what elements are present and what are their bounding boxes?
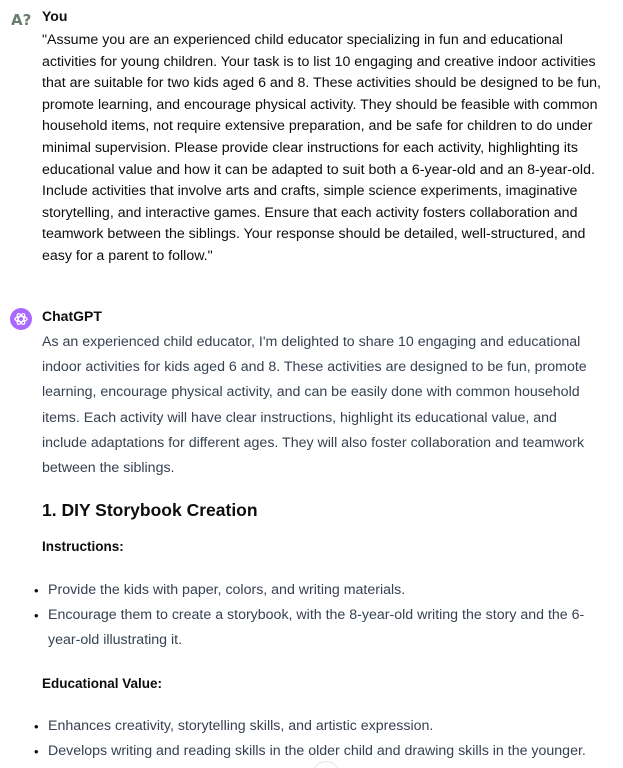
list-item: • Provide the kids with paper, colors, and writing materials.: [42, 578, 602, 603]
educational-value-label: Educational Value:: [42, 676, 163, 691]
instructions-label: Instructions:: [42, 539, 124, 554]
user-author-name: You: [42, 8, 68, 24]
svg-text:A?: A?: [11, 11, 32, 29]
assistant-author-name: ChatGPT: [42, 308, 102, 324]
educational-value-list: [42, 714, 602, 764]
list-item: • Encourage them to create a storybook, with the 8-year-old writing the story and the 6-year-old illustrating it.: [42, 603, 602, 653]
user-message-text: "Assume you are an experienced child educator specializing in fun and educational activities for young children. Your task is to list 10 engaging and creative indoor activities that are suitable for two kids aged 6 and 8. These activities should be designed to be fun, promote learning, and encourage physical activity. They should be feasible with common household items, not require extensive preparation, and be safe for children to do under minimal supervision. Please provide clear instructions for each activity, highlighting its educational value and how it can be adapted to suit both a 6-year-old and an 8-year-old. Include activities that involve arts and crafts, simple science experiments, imaginative storytelling, and interactive games. Ensure that each activity fosters collaboration and teamwork between the siblings. Your response should be detailed, well-structured, and easy for a parent to follow.": [42, 32, 601, 264]
openai-logo-icon: [10, 308, 32, 330]
list-item: • Enhances creativity, storytelling skills, and artistic expression.: [42, 714, 602, 739]
list-item: • Develops writing and reading skills in the older child and drawing skills in the younger.: [42, 739, 602, 764]
user-avatar-icon: [10, 8, 32, 30]
assistant-intro-text: As an experienced child educator, I'm delighted to share 10 engaging and educational indoor activities for kids aged 6 and 8. These activities are designed to be fun, promote learning, encourage physical activity, and can be easily done with common household items. Each activity will have clear instructions, highlight its educational value, and include adaptations for different ages. They will also foster collaboration and teamwork between the siblings.: [42, 334, 587, 477]
instructions-list: [42, 578, 602, 654]
activity-heading: 1. DIY Storybook Creation: [42, 500, 258, 520]
